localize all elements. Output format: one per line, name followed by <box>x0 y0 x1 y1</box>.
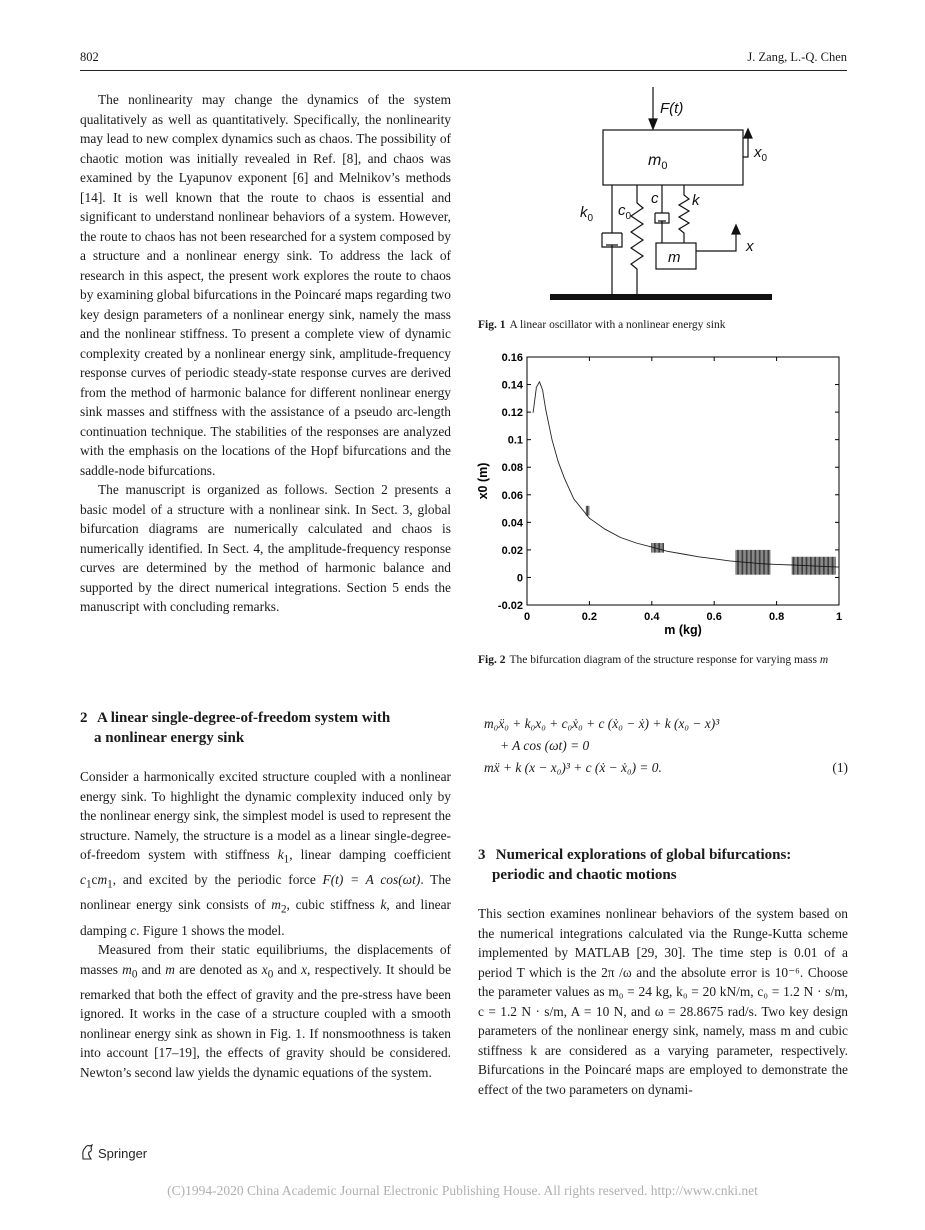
y-axis-label: x0 (m) <box>476 462 490 500</box>
c0-label: $c_0$ <box>618 202 632 222</box>
right-column-text <box>478 904 848 1099</box>
section-2-heading: 2 A linear single-degree-of-freedom system with a nonlinear energy sink <box>80 710 391 746</box>
x-tick-label: 0 <box>523 611 531 623</box>
y-tick-label: 0.06 <box>501 489 523 502</box>
x-tick-label: 0.8 <box>768 611 785 623</box>
y-tick-label: 0.16 <box>501 352 523 364</box>
y-tick-label: 0.04 <box>501 517 523 530</box>
y-tick-label: 0.12 <box>501 407 523 420</box>
figure-1-schematic <box>540 85 790 305</box>
bifurcation-curve <box>533 382 839 567</box>
sink-mass-label: m <box>668 249 681 266</box>
bifurcation-point <box>542 389 543 390</box>
x-tick-label: 1 <box>835 611 843 623</box>
page-number: 802 <box>80 50 99 64</box>
equation-line-3: mẍ + k (x − x₀)³ + c (ẋ − ẋ₀) = 0. <box>484 760 662 775</box>
springer-horse-icon <box>80 1144 94 1160</box>
section-3-heading: 3 Numerical explorations of global bifurcations: periodic and chaotic motions <box>478 847 792 883</box>
equation-line-1: m₀ẍ₀ + k₀x₀ + c₀ẋ₀ + c (ẋ₀ − ẋ) + k (x₀ − x)³ <box>484 716 720 731</box>
k-label: k <box>692 192 700 209</box>
y-tick-label: 0.02 <box>501 544 523 557</box>
x-arrow <box>696 231 736 251</box>
left-column-intro <box>80 90 451 617</box>
bifurcation-point <box>539 381 540 382</box>
y-tick-label: 0.08 <box>501 462 523 475</box>
force-label: F(t) <box>660 100 684 117</box>
paragraph-model: Consider a harmonically excited structure coupled with a nonlinear energy sink. To highlight the dynamic complexity induced only by the nonlinear energy sink, the simplest model is used to represent the structure. Namely, the structure is a model as a linear single-degree-of-freedom system with stiffness $k_1$, linear damping coefficient $c_1cm_1$, and excited by the periodic force F(t) = A cos(ωt). The nonlinear energy sink consists of $m_2$, cubic stiffness k, and linear damping c. Figure 1 shows the model. <box>80 769 452 938</box>
copyright-watermark: (C)1994-2020 China Academic Journal Electronic Publishing House. All rights reserved. http://www.cnki.net <box>167 1183 758 1198</box>
main-mass-box <box>603 130 743 185</box>
bifurcation-point <box>545 409 546 410</box>
figure-1-caption: Fig. 1 A linear oscillator with a nonlinear energy sink <box>478 319 726 331</box>
running-header <box>80 50 847 71</box>
equation-number: (1) <box>832 760 848 775</box>
y-tick-label: -0.02 <box>497 600 523 612</box>
spring-k0 <box>631 185 643 297</box>
force-arrowhead <box>649 119 657 129</box>
paragraph-displacement: Measured from their static equilibriums, the displacements of masses $m_0$ and m are denoted as $x_0$ and x, respectively. It should be remarked that both the effect of gravity and the pre-stress have been ignored. It works in the case of a structure coupled with a smooth nonlinear energy sink as shown in Fig. 1. If nonsmoothness is taken into account [17–19], the effects of gravity should be considered. Newton’s second law yields the dynamic equations of the system. <box>80 942 452 1080</box>
equation-line-2: + A cos (ωt) = 0 <box>500 738 590 753</box>
x-tick-label: 0.4 <box>644 611 660 623</box>
paragraph-intro: The nonlinearity may change the dynamics of the system qualitatively as well as quantitatively. Specifically, the nonlinearity may lead to new complex dynamics such as chaos. The possibility of chaotic motion was initially revealed in Ref. [8], and chaos was examined by the Lyapunov exponent [6] and Melnikov’s methods [14]. It is well known that the route to chaos is essential and significant to understand nonlinear behaviors of a system. However, the route to chaos has not been researched for a system composed by a structure and a nonlinear energy sink. To address the lack of research in this aspect, the present work explores the route to chaos by examining global bifurcations in the Poincaré maps regarding two key design parameters of a nonlinear energy sink, namely the mass and the nonlinear stiffness. To present a complete view of dynamic complexity created by a nonlinear energy sink, amplitude-frequency response curves of periodic steady-state response curves are derived from the method of harmonic balance for different nonlinear energy sink masses and stiffness with the assistance of a pseudo arc-length continuation technique. The stabilities of the responses are analyzed with the emphasis on the locations of the Hopf bifurcations and the saddle-node bifurcations. <box>80 92 451 478</box>
k0-label: $k_0$ <box>580 204 594 224</box>
c-label: c <box>651 190 659 207</box>
x-axis-label: m (kg) <box>664 623 702 637</box>
x-tick-label: 0.2 <box>581 611 598 623</box>
x0-label: $x_0$ <box>754 144 768 164</box>
bifurcation-point <box>551 439 552 440</box>
equation-1 <box>484 714 848 778</box>
figure-2-chart <box>470 348 855 640</box>
main-mass-label: $m_0$ <box>648 152 668 172</box>
paragraph-organization: The manuscript is organized as follows. Section 2 presents a basic model of a structure with a nonlinear sink. In Sect. 3, global bifurcation diagrams are numerically calculated and chaos is numerically identified. In Sect. 4, the amplitude-frequency response curves are determined by the method of harmonic balance and supported by the direct numerical integrations. Section 5 ends the manuscript with concluding remarks. <box>80 482 451 614</box>
running-authors: J. Zang, L.-Q. Chen <box>747 50 847 64</box>
publisher-logo: Springer <box>80 1144 147 1161</box>
x-tick-label: 0.6 <box>706 611 722 623</box>
spring-k <box>679 185 689 243</box>
bifurcation-point <box>536 387 537 388</box>
y-tick-label: 0.1 <box>507 434 523 447</box>
paragraph-numerical: This section examines nonlinear behaviors of the system based on the numerical integrations calculated via the Runge-Kutta scheme implemented by MATLAB [29, 30]. The time step is 0.01 of a period T which is the 2π /ω and the absolute error is 10⁻⁶. Choose the parameter values as m₀ = 24 kg, k₀ = 20 kN/m, c₀ = 1.2 N · s/m, c = 1.2 N · s/m, A = 10 N, and ω = 28.8675 rad/s. Two key design parameters of the nonlinear energy sink, namely, mass m and cubic stiffness k are considered as a varying parameter, respectively. Bifurcations in the Poincaré maps are employed to demonstrate the effect of the two parameters on dynami- <box>478 906 848 1097</box>
figure-2-caption: Fig. 2 The bifurcation diagram of the structure response for varying mass m <box>478 654 829 666</box>
y-tick-label: 0 <box>516 572 523 585</box>
left-column-model <box>80 767 451 1082</box>
bifurcation-point <box>533 412 534 413</box>
x-label: x <box>746 238 754 255</box>
y-tick-label: 0.14 <box>501 379 523 392</box>
